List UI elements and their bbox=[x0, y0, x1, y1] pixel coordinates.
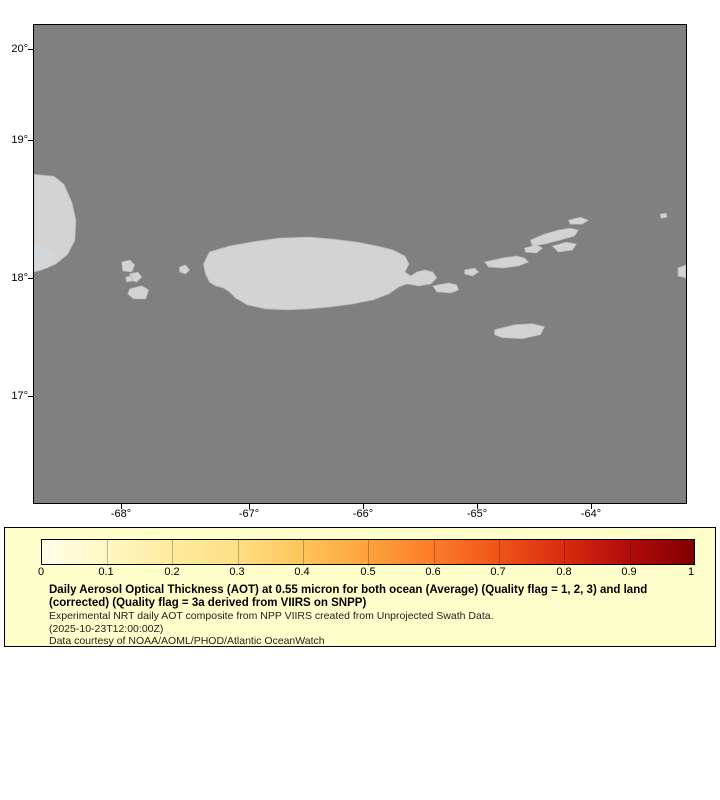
x-tick-label-66: -66° bbox=[352, 508, 374, 520]
x-tick-label-67: -67° bbox=[238, 508, 260, 520]
y-tick-mark-20 bbox=[28, 49, 33, 50]
y-tick-mark-19 bbox=[28, 140, 33, 141]
landmass-puerto-rico bbox=[203, 237, 436, 310]
landmass-jost-van-dyke bbox=[524, 245, 542, 253]
landmass-anegada bbox=[568, 217, 588, 224]
colorbar-tick-0.6: 0.6 bbox=[425, 566, 441, 578]
colorbar[interactable] bbox=[41, 539, 695, 565]
colorbar-tick-0.3: 0.3 bbox=[229, 566, 245, 578]
y-tick-label-19: 19° bbox=[11, 134, 28, 146]
legend-panel bbox=[4, 527, 716, 647]
y-tick-label-20: 20° bbox=[11, 43, 28, 55]
legend-credit: Data courtesy of NOAA/AOML/PHOD/Atlantic OceanWatch bbox=[49, 635, 325, 647]
x-tick-label-65: -65° bbox=[466, 508, 488, 520]
colorbar-tick-0.2: 0.2 bbox=[164, 566, 180, 578]
landmass-vieques bbox=[433, 283, 459, 293]
y-tick-label-17: 17° bbox=[11, 390, 28, 402]
colorbar-tick-0.9: 0.9 bbox=[621, 566, 637, 578]
colorbar-tick-0.7: 0.7 bbox=[490, 566, 506, 578]
y-tick-mark-17 bbox=[28, 396, 33, 397]
colorbar-tick-1: 1 bbox=[687, 566, 695, 578]
landmass-culebra bbox=[465, 268, 479, 276]
landmass-st-thomas bbox=[485, 256, 529, 268]
y-tick-mark-18 bbox=[28, 278, 33, 279]
x-tick-label-68: -68° bbox=[110, 508, 132, 520]
colorbar-tick-0.1: 0.1 bbox=[98, 566, 114, 578]
legend-text-block bbox=[49, 584, 699, 648]
landmass-dot-east bbox=[660, 213, 667, 218]
landmass-st-croix bbox=[495, 324, 545, 339]
coastline-overlay bbox=[34, 25, 686, 503]
x-tick-label-64: -64° bbox=[580, 508, 602, 520]
colorbar-tick-0.4: 0.4 bbox=[294, 566, 310, 578]
landmass-virgin-gorda bbox=[552, 242, 576, 252]
legend-title: Daily Aerosol Optical Thickness (AOT) at 0.55 micron for both ocean (Average) (Quality flag = 1, 2, 3) and land (corrected) (Quality flag = 3a derived from VIIRS on SNPP) bbox=[49, 584, 648, 609]
landmass-islet-west bbox=[126, 276, 133, 282]
legend-timestamp: (2025-10-23T12:00:00Z) bbox=[49, 622, 164, 635]
landmass-islet-mid bbox=[128, 286, 149, 299]
landmass-islet-far-east bbox=[678, 265, 686, 278]
map-plot-area[interactable] bbox=[33, 24, 687, 504]
colorbar-tick-0: 0 bbox=[37, 566, 45, 578]
colorbar-tick-0.5: 0.5 bbox=[360, 566, 376, 578]
legend-subtitle-1: Experimental NRT daily AOT composite from NPP VIIRS created from Unprojected Swath Data. bbox=[49, 610, 494, 622]
colorbar-tick-0.8: 0.8 bbox=[556, 566, 572, 578]
landmass-mona bbox=[122, 260, 135, 272]
y-tick-label-18: 18° bbox=[11, 272, 28, 284]
landmass-desecheo bbox=[180, 265, 190, 274]
